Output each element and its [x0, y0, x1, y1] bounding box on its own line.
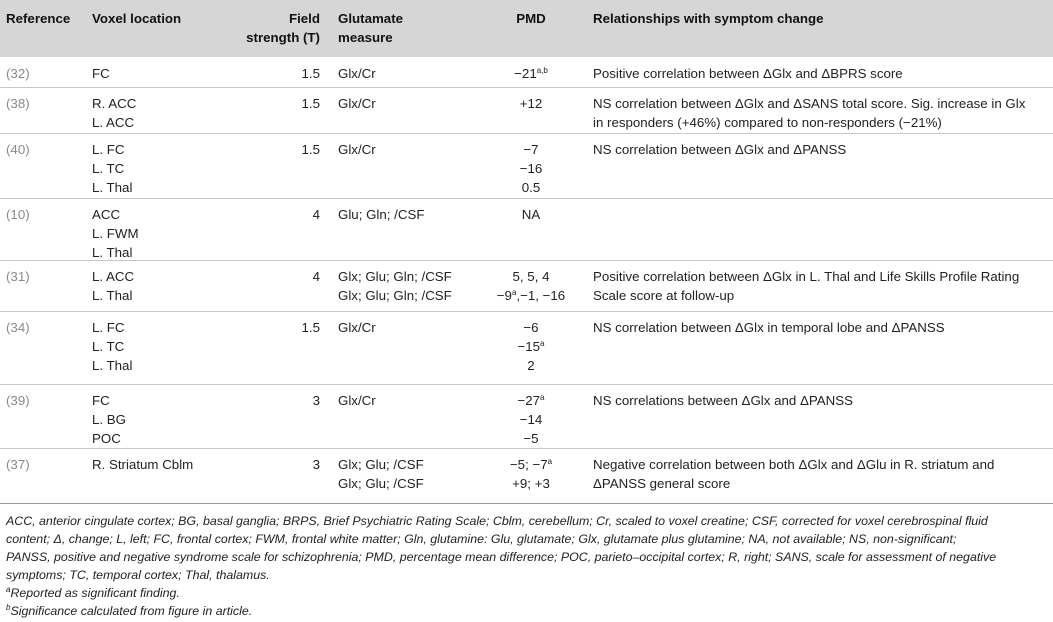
- cell-voxel-location: L. FC: [92, 142, 125, 157]
- cell-relationship: NS correlation between ΔGlx and ΔSANS total score. Sig. increase in Glx: [593, 96, 1026, 111]
- header-pmd: PMD: [516, 11, 546, 26]
- pmd-value: −27: [517, 393, 541, 408]
- cell-pmd: [488, 391, 574, 410]
- cell-relationship: ΔPANSS general score: [593, 476, 731, 491]
- cell-pmd: [488, 474, 574, 493]
- row-divider: [0, 87, 1053, 88]
- header-relationships: Relationships with symptom change: [593, 11, 824, 26]
- footnote-line-2: content; Δ, change; L, left; FC, frontal cortex; FWM, frontal white matter; Gln, glutamine: Glu, glutamate; Glx, glutamate plus glutamine; NA, not available; NS, non-significant;: [6, 532, 957, 546]
- footnote-b-text: Significance calculated from figure in article.: [10, 604, 253, 618]
- pmd-value: −7: [523, 142, 539, 157]
- pmd-value: −15: [517, 339, 541, 354]
- header-glutamate-line2: measure: [338, 30, 393, 45]
- cell-pmd: [488, 410, 574, 429]
- cell-voxel-location: L. Thal: [92, 245, 133, 260]
- cell-voxel-location: POC: [92, 431, 121, 446]
- cell-relationship: NS correlation between ΔGlx in temporal lobe and ΔPANSS: [593, 320, 945, 335]
- footnote-line-1: ACC, anterior cingulate cortex; BG, basal ganglia; BRPS, Brief Psychiatric Rating Scale; Cblm, cerebellum; Cr, scaled to voxel creatine; CSF, corrected for voxel cerebrospinal fluid: [6, 514, 988, 528]
- cell-pmd: [488, 94, 574, 113]
- cell-voxel-location: FC: [92, 393, 110, 408]
- pmd-value: 5, 5, 4: [512, 269, 550, 284]
- pmd-value: 2: [527, 358, 535, 373]
- cell-voxel-location: L. Thal: [92, 288, 133, 303]
- cell-voxel-location: L. ACC: [92, 269, 135, 284]
- cell-glutamate-measure: Glx/Cr: [338, 320, 376, 335]
- header-glutamate-line1: Glutamate: [338, 11, 404, 26]
- cell-voxel-location: L. TC: [92, 339, 125, 354]
- footnote-b-mark: b: [6, 603, 11, 612]
- header-reference: Reference: [6, 11, 71, 26]
- cell-glutamate-measure: Glx; Glu; Gln; /CSF: [338, 288, 452, 303]
- table-bottom-rule: [0, 503, 1053, 504]
- row-divider: [0, 448, 1053, 449]
- pmd-value: NA: [521, 207, 541, 222]
- pmd-value: 0.5: [521, 180, 541, 195]
- footnote-a: [6, 584, 180, 603]
- footnote-b: [6, 602, 252, 621]
- cell-field-strength: 1.5: [301, 96, 320, 111]
- cell-reference: (38): [6, 96, 30, 111]
- pmd-significance-mark: a: [540, 339, 545, 348]
- cell-voxel-location: L. ACC: [92, 115, 135, 130]
- cell-reference: (10): [6, 207, 30, 222]
- cell-voxel-location: L. FC: [92, 320, 125, 335]
- cell-field-strength: 3: [312, 393, 320, 408]
- cell-relationship: in responders (+46%) compared to non-responders (−21%): [593, 115, 942, 130]
- cell-pmd: [488, 267, 574, 286]
- cell-voxel-location: L. FWM: [92, 226, 139, 241]
- cell-voxel-location: R. ACC: [92, 96, 137, 111]
- cell-glutamate-measure: Glx/Cr: [338, 66, 376, 81]
- cell-field-strength: 1.5: [301, 66, 320, 81]
- pmd-value: −9: [496, 288, 512, 303]
- row-divider: [0, 260, 1053, 261]
- row-divider: [0, 198, 1053, 199]
- pmd-significance-mark: a: [540, 393, 545, 402]
- cell-reference: (39): [6, 393, 30, 408]
- pmd-value: +9; +3: [512, 476, 550, 491]
- pmd-value: −21: [514, 66, 537, 81]
- cell-field-strength: 1.5: [301, 320, 320, 335]
- cell-glutamate-measure: Glu; Gln; /CSF: [338, 207, 425, 222]
- cell-pmd: [488, 429, 574, 448]
- cell-glutamate-measure: Glx; Glu; /CSF: [338, 457, 424, 472]
- cell-reference: (31): [6, 269, 30, 284]
- cell-relationship: NS correlation between ΔGlx and ΔPANSS: [593, 142, 847, 157]
- pmd-value: −14: [519, 412, 543, 427]
- cell-relationship: Scale score at follow-up: [593, 288, 735, 303]
- footnote-line-3: PANSS, positive and negative syndrome scale for schizophrenia; PMD, percentage mean difference; POC, parieto–occipital cortex; R, right; SANS, scale for assessment of negative: [6, 550, 997, 564]
- cell-relationship: Positive correlation between ΔGlx and ΔBPRS score: [593, 66, 903, 81]
- cell-voxel-location: L. Thal: [92, 358, 133, 373]
- cell-reference: (34): [6, 320, 30, 335]
- header-voxel-location: Voxel location: [92, 11, 182, 26]
- cell-relationship: Positive correlation between ΔGlx in L. Thal and Life Skills Profile Rating: [593, 269, 1020, 284]
- pmd-significance-mark: a,b: [536, 66, 548, 75]
- cell-pmd: [488, 159, 574, 178]
- cell-relationship: NS correlations between ΔGlx and ΔPANSS: [593, 393, 853, 408]
- pmd-value: −6: [523, 320, 539, 335]
- cell-reference: (40): [6, 142, 30, 157]
- cell-pmd: [488, 64, 574, 83]
- cell-pmd: [488, 205, 574, 224]
- cell-pmd: [488, 286, 574, 305]
- pmd-value: −5; −7: [509, 457, 548, 472]
- header-field-strength-line1: Field: [288, 11, 320, 26]
- pmd-significance-mark: a: [511, 288, 517, 297]
- cell-voxel-location: ACC: [92, 207, 121, 222]
- cell-field-strength: 3: [312, 457, 320, 472]
- cell-pmd: [488, 455, 574, 474]
- cell-voxel-location: L. BG: [92, 412, 126, 427]
- pmd-significance-mark: a: [547, 457, 553, 466]
- row-divider: [0, 133, 1053, 134]
- cell-pmd: [488, 356, 574, 375]
- cell-reference: (32): [6, 66, 30, 81]
- cell-field-strength: 1.5: [301, 142, 320, 157]
- cell-field-strength: 4: [312, 269, 320, 284]
- cell-relationship: Negative correlation between both ΔGlx and ΔGlu in R. striatum and: [593, 457, 995, 472]
- footnote-a-text: Reported as significant finding.: [10, 586, 180, 600]
- cell-pmd: [488, 337, 574, 356]
- cell-reference: (37): [6, 457, 30, 472]
- cell-glutamate-measure: Glx; Glu; /CSF: [338, 476, 424, 491]
- cell-pmd: [488, 140, 574, 159]
- pmd-value-tail: ,−1, −16: [516, 288, 566, 303]
- pmd-value: −16: [519, 161, 543, 176]
- row-divider: [0, 384, 1053, 385]
- cell-glutamate-measure: Glx/Cr: [338, 96, 376, 111]
- header-field-strength-line2: strength (T): [246, 30, 320, 45]
- cell-voxel-location: FC: [92, 66, 110, 81]
- footnote-line-4: symptoms; TC, temporal cortex; Thal, thalamus.: [6, 568, 270, 582]
- footnote-a-mark: a: [6, 585, 11, 594]
- cell-field-strength: 4: [312, 207, 320, 222]
- cell-pmd: [488, 178, 574, 197]
- cell-glutamate-measure: Glx/Cr: [338, 393, 376, 408]
- cell-glutamate-measure: Glx; Glu; Gln; /CSF: [338, 269, 452, 284]
- pmd-value: −5: [523, 431, 539, 446]
- cell-voxel-location: L. TC: [92, 161, 125, 176]
- cell-glutamate-measure: Glx/Cr: [338, 142, 376, 157]
- cell-voxel-location: R. Striatum Cblm: [92, 457, 194, 472]
- row-divider: [0, 311, 1053, 312]
- pmd-value: +12: [519, 96, 543, 111]
- cell-voxel-location: L. Thal: [92, 180, 133, 195]
- cell-pmd: [488, 318, 574, 337]
